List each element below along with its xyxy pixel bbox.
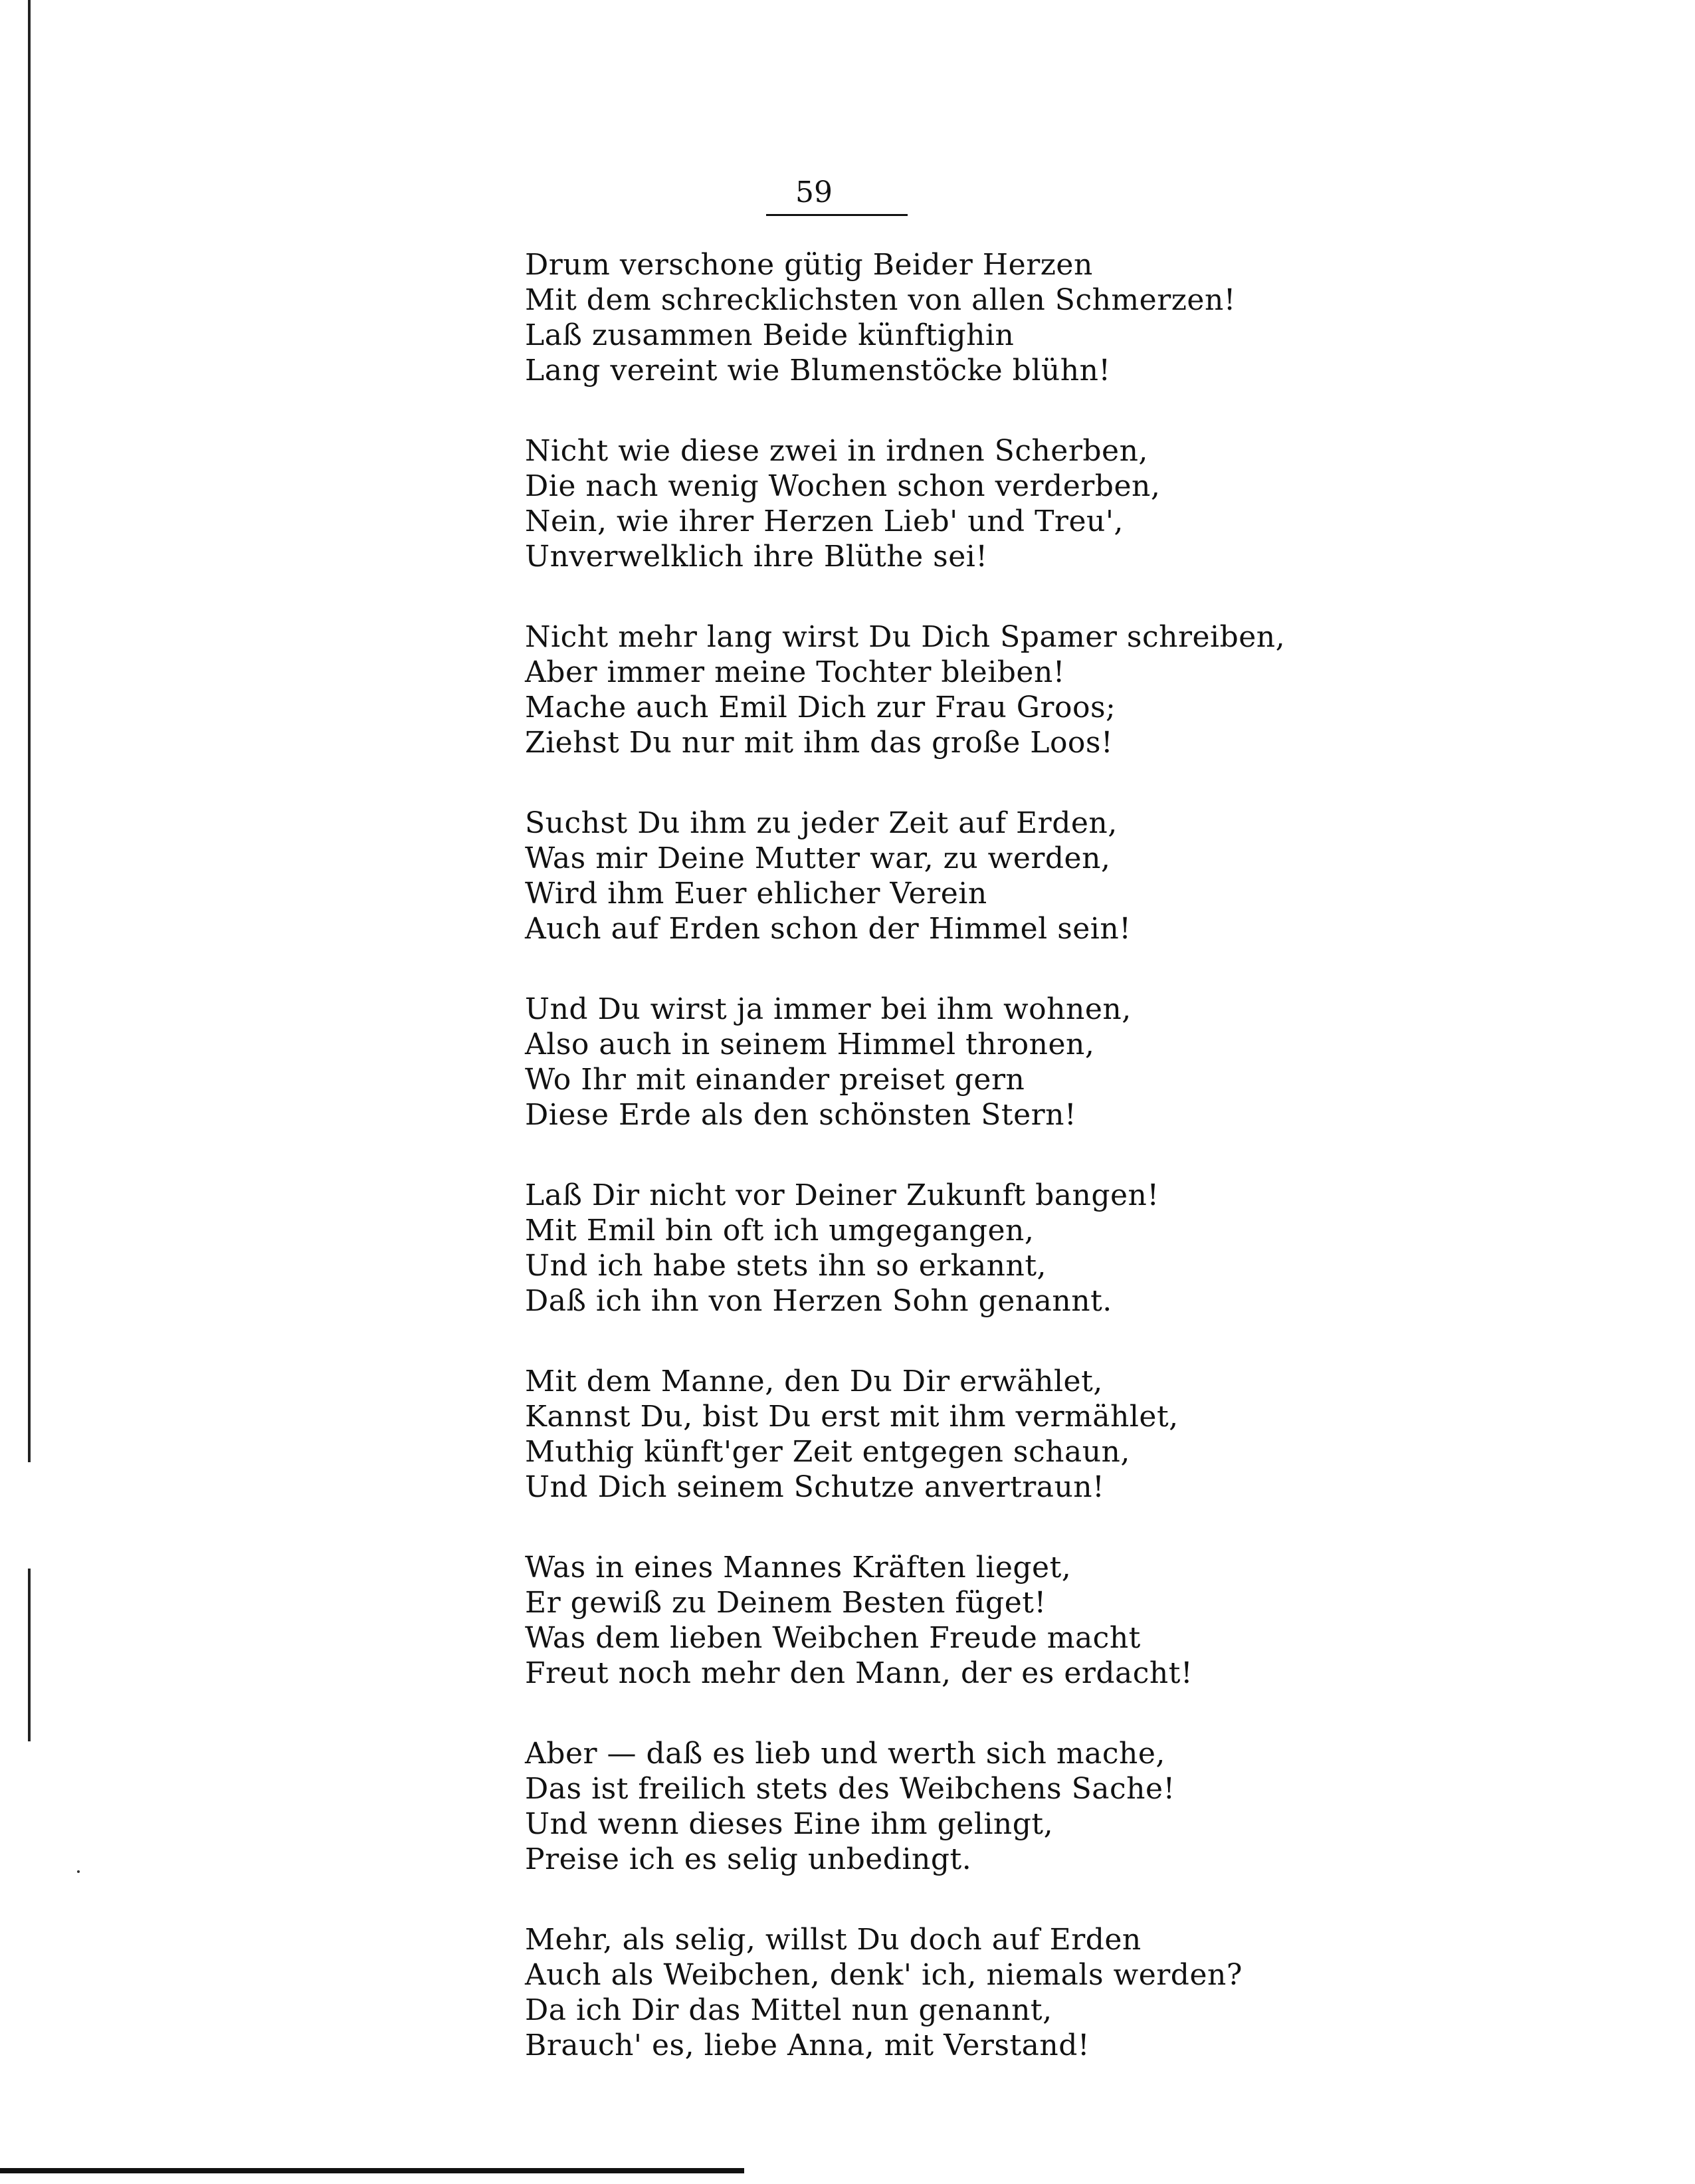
poem-line: Und Du wirst ja immer bei ihm wohnen, (525, 992, 1132, 1026)
poem-line: Was dem lieben Weibchen Freude macht (525, 1621, 1141, 1655)
stanza-6 (525, 1178, 1189, 1319)
poem-line: Suchst Du ihm zu jeder Zeit auf Erden, (525, 806, 1118, 840)
poem-line: Laß Dir nicht vor Deiner Zukunft bangen! (525, 1178, 1159, 1212)
poem-line: Ziehst Du nur mit ihm das große Loos! (525, 726, 1114, 760)
stanza-2 (525, 433, 1189, 574)
poem-line: Auch als Weibchen, denk' ich, niemals werden? (525, 1958, 1243, 1992)
scan-bottom-edge (0, 2168, 744, 2173)
poem-line: Daß ich ihn von Herzen Sohn genannt. (525, 1284, 1112, 1318)
poem-line: Mit Emil bin oft ich umgegangen, (525, 1214, 1035, 1248)
header-rule (766, 214, 908, 216)
poem-line: Und Dich seinem Schutze anvertraun! (525, 1470, 1105, 1504)
poem-line: Preise ich es selig unbedingt. (525, 1842, 972, 1876)
poem-line: Wird ihm Euer ehlicher Verein (525, 877, 987, 911)
poem-line: Aber immer meine Tochter bleiben! (525, 655, 1065, 689)
poem-line: Muthig künft'ger Zeit entgegen schaun, (525, 1435, 1130, 1469)
poem-line: Und wenn dieses Eine ihm gelingt, (525, 1807, 1054, 1841)
poem-line: Was in eines Mannes Kräften lieget, (525, 1551, 1072, 1584)
poem-line: Und ich habe stets ihn so erkannt, (525, 1249, 1047, 1283)
stanza-7 (525, 1364, 1189, 1505)
stanza-10 (525, 1922, 1243, 2063)
stanza-8 (525, 1550, 1193, 1691)
stanza-4 (525, 806, 1189, 946)
poem-line: Da ich Dir das Mittel nun genannt, (525, 1993, 1052, 2027)
poem-line: Freut noch mehr den Mann, der es erdacht! (525, 1656, 1193, 1690)
poem-line: Brauch' es, liebe Anna, mit Verstand! (525, 2028, 1090, 2062)
scan-left-edge-lower (28, 1569, 31, 1741)
page-number: 59 (795, 175, 833, 209)
poem-line: Das ist freilich stets des Weibchens Sache! (525, 1772, 1175, 1806)
poem-line: Aber — daß es lieb und werth sich mache, (525, 1737, 1165, 1771)
poem-line: Lang vereint wie Blumenstöcke blühn! (525, 354, 1111, 387)
poem-line: Wo Ihr mit einander preiset gern (525, 1063, 1025, 1097)
poem-line: Was mir Deine Mutter war, zu werden, (525, 841, 1111, 875)
stanza-3 (525, 619, 1286, 760)
stanza-9 (525, 1736, 1189, 1877)
poem-line: Nein, wie ihrer Herzen Lieb' und Treu', (525, 504, 1124, 538)
poem-line: Diese Erde als den schönsten Stern! (525, 1098, 1077, 1132)
poem-line: Die nach wenig Wochen schon verderben, (525, 469, 1161, 503)
poem-line: Kannst Du, bist Du erst mit ihm vermählet, (525, 1400, 1179, 1434)
poem-line: Er gewiß zu Deinem Besten füget! (525, 1586, 1047, 1620)
scan-speck (77, 1870, 80, 1873)
poem-line: Auch auf Erden schon der Himmel sein! (525, 912, 1132, 946)
poem-line: Also auch in seinem Himmel thronen, (525, 1028, 1095, 1061)
poem-line: Mehr, als selig, willst Du doch auf Erden (525, 1923, 1142, 1957)
poem-line: Drum verschone gütig Beider Herzen (525, 248, 1093, 282)
scan-left-edge (28, 0, 31, 1462)
poem-line: Laß zusammen Beide künftighin (525, 318, 1015, 352)
poem-line: Unverwelklich ihre Blüthe sei! (525, 540, 988, 574)
poem (525, 247, 1286, 2108)
poem-line: Nicht mehr lang wirst Du Dich Spamer schreiben, (525, 620, 1286, 654)
poem-line: Mit dem Manne, den Du Dir erwählet, (525, 1365, 1103, 1398)
poem-line: Nicht wie diese zwei in irdnen Scherben, (525, 434, 1148, 468)
poem-line: Mache auch Emil Dich zur Frau Groos; (525, 691, 1116, 724)
poem-line: Mit dem schrecklichsten von allen Schmerzen! (525, 283, 1236, 317)
stanza-5 (525, 992, 1189, 1133)
stanza-1 (525, 247, 1236, 388)
